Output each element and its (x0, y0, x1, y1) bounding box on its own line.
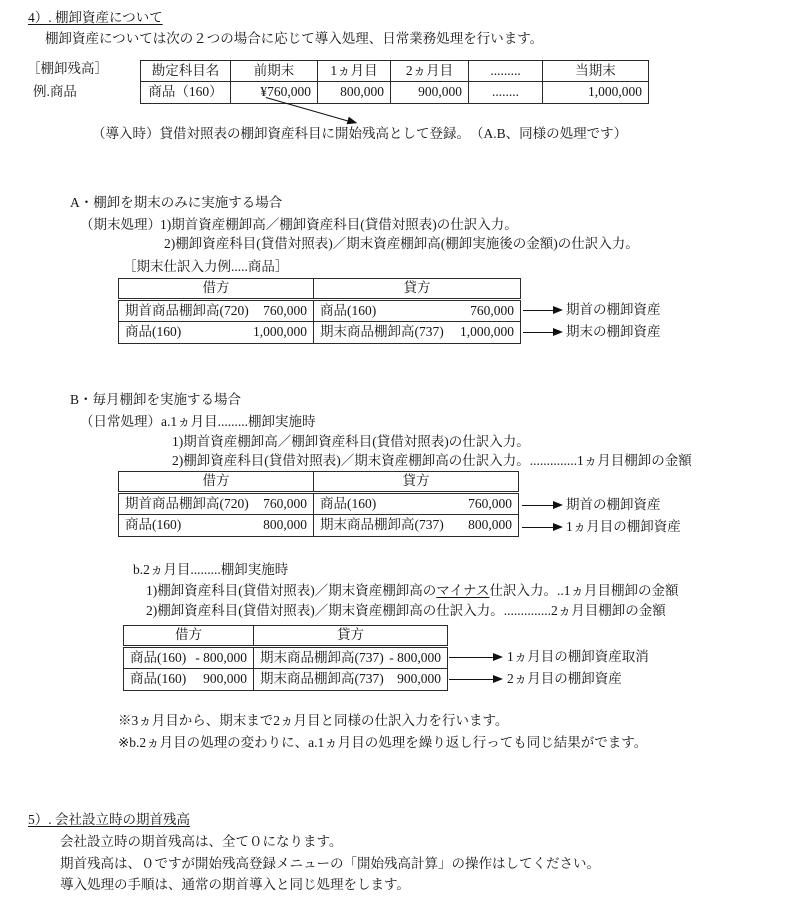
journal-a-note-1: 期首の棚卸資産 (566, 302, 661, 317)
cell-month1: 800,000 (318, 82, 391, 104)
debit-amount: 800,000 (263, 517, 307, 533)
debit-header: 借方 (124, 626, 254, 647)
credit-cell (260, 650, 441, 667)
journal-bb-header-row (124, 626, 448, 647)
debit-cell (130, 650, 247, 667)
section5-line2: 期首残高は、０ですが開始残高登録メニューの「開始残高計算」の操作はしてください。 (60, 856, 600, 871)
install-note: （導入時）貸借対照表の棚卸資産科目に開始残高として登録。 （A.B、同様の処理です） (92, 126, 628, 141)
journal-bb-row-2 (124, 669, 448, 691)
journal-a-header-row (119, 279, 521, 300)
journal-example-label: ［期末仕訳入力例.....商品］ (123, 259, 289, 274)
journal-table-month1 (118, 471, 519, 537)
section4-heading: 4）. 棚卸資産について (28, 10, 163, 25)
credit-account: 期末商品棚卸高(737) (260, 649, 384, 665)
journal-ba-row-1 (119, 493, 519, 515)
credit-amount: - 800,000 (389, 649, 441, 665)
debit-account: 期首商品棚卸高(720) (125, 302, 249, 318)
balance-example-label: 例.商品 (33, 84, 77, 99)
case-b-heading: B・毎月棚卸を実施する場合 (70, 392, 242, 407)
journal-ba-note-1: 期首の棚卸資産 (566, 497, 661, 512)
credit-header: 貸方 (314, 472, 519, 493)
cell-month2: 900,000 (391, 82, 469, 104)
debit-account: 期首商品棚卸高(720) (125, 495, 249, 511)
credit-account: 商品(160) (320, 495, 377, 511)
credit-amount: 760,000 (470, 302, 514, 318)
credit-account: 期末商品棚卸高(737) (260, 671, 384, 687)
debit-amount: 760,000 (263, 302, 307, 318)
journal-bb-note-1: 1ヵ月目の棚卸資産取消 (507, 649, 649, 664)
col-month1: 1ヵ月目 (318, 61, 391, 82)
debit-cell (125, 303, 307, 320)
credit-account: 商品(160) (320, 302, 377, 318)
debit-amount: 900,000 (203, 671, 247, 687)
footnote-2: ※b.2ヵ月目の処理の変わりに、a.1ヵ月目の処理を繰り返し行っても同じ結果がでます。 (118, 735, 648, 750)
balance-side-label: ［棚卸残高］ (27, 61, 108, 76)
section4-intro: 棚卸資産については次の２つの場合に応じて導入処理、日常業務処理を行います。 (45, 31, 544, 46)
journal-a-row-2 (119, 322, 521, 344)
case-a-step1: 1)期首資産棚卸高／棚卸資産科目(貸借対照表)の仕訳入力。 (160, 217, 518, 232)
journal-bb-note-2: 2ヵ月目の棚卸資産 (507, 671, 622, 686)
step1-text: 1)棚卸資産科目(貸借対照表)／期末資産棚卸高の (146, 583, 437, 598)
col-prev-period-end: 前期末 (231, 61, 318, 82)
credit-cell (260, 671, 441, 688)
case-b-a-step1: 1)期首資産棚卸高／棚卸資産科目(貸借対照表)の仕訳入力。 (172, 434, 530, 449)
debit-amount: 1,000,000 (253, 324, 307, 340)
journal-ba-note-2: 1ヵ月目の棚卸資産 (566, 519, 681, 534)
credit-cell (320, 303, 514, 320)
debit-cell (125, 517, 307, 534)
debit-cell (125, 496, 307, 513)
credit-account: 期末商品棚卸高(737) (320, 517, 444, 533)
journal-table-period-end (118, 278, 521, 344)
debit-cell (130, 671, 247, 688)
arrow-icon (522, 505, 553, 506)
section5-line1: 会社設立時の期首残高は、全て０になります。 (60, 834, 343, 849)
credit-cell (320, 324, 514, 341)
case-b-a-step2: 2)棚卸資産科目(貸借対照表)／期末資産棚卸高の仕訳入力。..............1ヵ月目棚卸の金額 (172, 453, 692, 468)
debit-cell (125, 324, 307, 341)
col-month2: 2ヵ月目 (391, 61, 469, 82)
debit-header: 借方 (119, 279, 314, 300)
journal-a-note-2: 期末の棚卸資産 (566, 324, 661, 339)
col-account-name: 勘定科目名 (141, 61, 231, 82)
debit-amount: - 800,000 (195, 649, 247, 665)
credit-amount: 760,000 (468, 495, 512, 511)
arrow-icon (523, 310, 553, 311)
case-b-b-step2: 2)棚卸資産科目(貸借対照表)／期末資産棚卸高の仕訳入力。..............2ヵ月目棚卸の金額 (146, 603, 666, 618)
case-b-prefix: （日常処理） (80, 414, 161, 429)
credit-header: 貸方 (314, 279, 521, 300)
step1-text: 仕訳入力。..1ヵ月目棚卸の金額 (489, 583, 679, 598)
case-a-heading: A・棚卸を期末のみに実施する場合 (70, 195, 283, 210)
cell-ellipsis: ........ (469, 82, 543, 104)
inventory-balance-table (140, 60, 649, 104)
arrow-icon (449, 657, 493, 658)
col-ellipsis: ......... (469, 61, 543, 82)
section5-line3: 導入処理の手順は、通常の期首導入と同じ処理をします。 (60, 877, 410, 892)
cell-current-end: 1,000,000 (543, 82, 649, 104)
debit-account: 商品(160) (125, 324, 182, 340)
debit-header: 借方 (119, 472, 314, 493)
journal-ba-header-row (119, 472, 519, 493)
arrow-icon (449, 679, 493, 680)
credit-amount: 900,000 (397, 671, 441, 687)
arrow-icon (522, 527, 553, 528)
balance-header-row (141, 61, 649, 82)
journal-ba-row-2 (119, 515, 519, 537)
debit-amount: 760,000 (263, 495, 307, 511)
balance-data-row (141, 82, 649, 104)
case-b-a-heading: a.1ヵ月目.........棚卸実施時 (161, 414, 316, 429)
journal-table-month2 (123, 625, 448, 691)
credit-account: 期末商品棚卸高(737) (320, 324, 444, 340)
cell-account: 商品（160） (141, 82, 231, 104)
debit-account: 商品(160) (130, 671, 187, 687)
arrow-icon (523, 332, 553, 333)
section5-heading: 5）. 会社設立時の期首残高 (28, 812, 190, 827)
footnote-1: ※3ヵ月目から、期末まで2ヵ月目と同様の仕訳入力を行います。 (118, 713, 509, 728)
cell-prev-end: ¥760,000 (231, 82, 318, 104)
credit-amount: 1,000,000 (460, 324, 514, 340)
credit-header: 貸方 (254, 626, 448, 647)
col-current-period-end: 当期末 (543, 61, 649, 82)
debit-account: 商品(160) (125, 517, 182, 533)
credit-cell (320, 517, 512, 534)
case-b-b-heading: b.2ヵ月目.........棚卸実施時 (133, 562, 289, 577)
case-b-b-step1 (146, 583, 678, 600)
journal-a-row-1 (119, 300, 521, 322)
credit-amount: 800,000 (468, 517, 512, 533)
case-a-prefix: （期末処理） (80, 217, 161, 232)
credit-cell (320, 496, 512, 513)
step1-underlined-text: マイナス (436, 583, 490, 598)
debit-account: 商品(160) (130, 649, 187, 665)
journal-bb-row-1 (124, 647, 448, 669)
case-a-step2: 2)棚卸資産科目(貸借対照表)／期末資産棚卸高(棚卸実施後の金額)の仕訳入力。 (164, 236, 639, 251)
